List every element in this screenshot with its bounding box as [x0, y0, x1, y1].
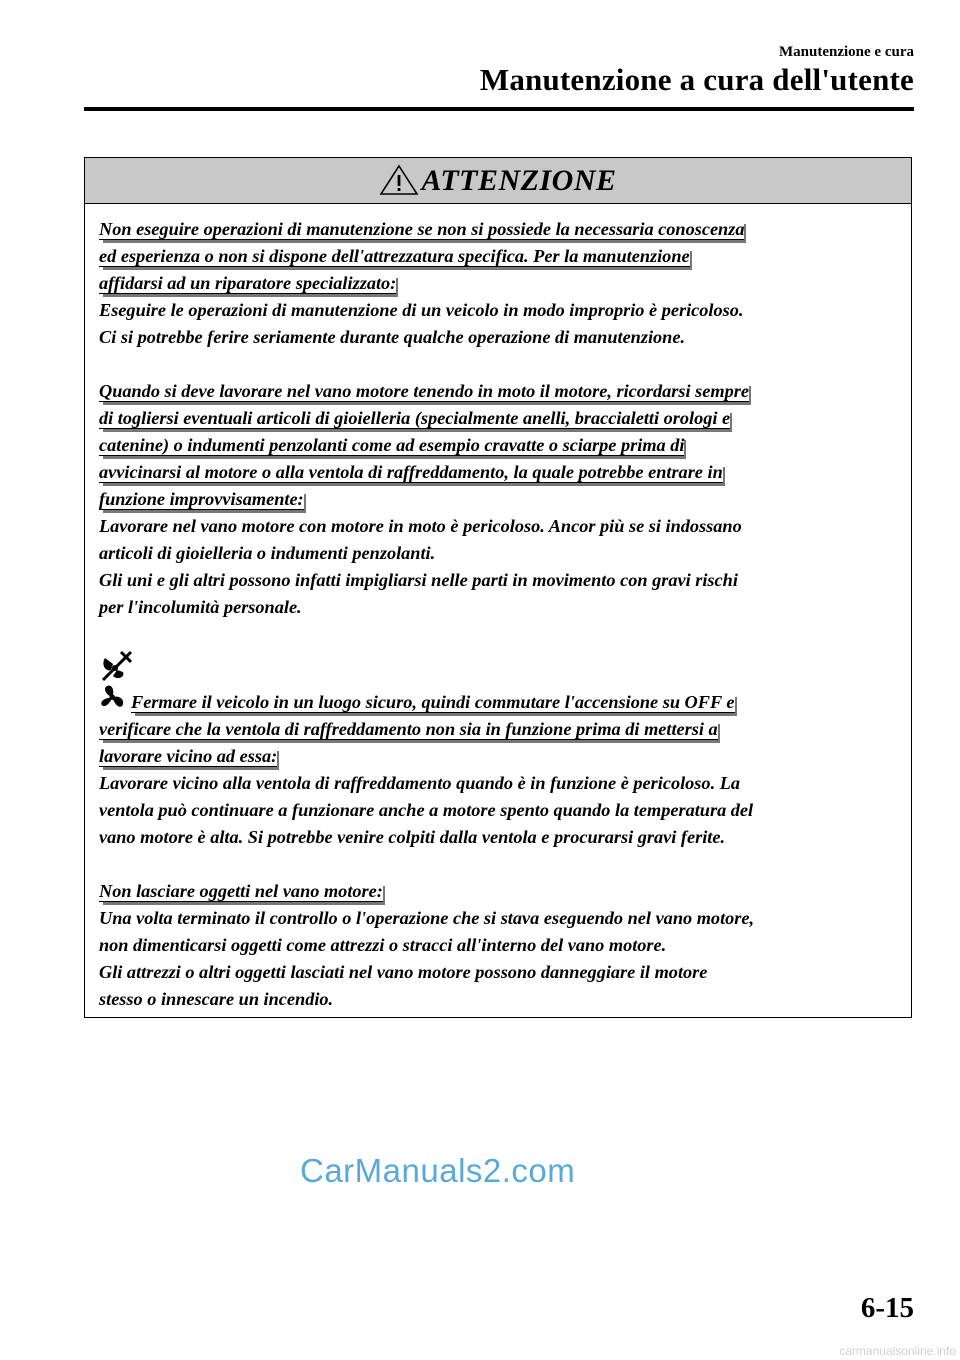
warning-line [99, 594, 897, 621]
body-text: Eseguire le operazioni di manutenzione di un veicolo in modo improprio è pericoloso. [99, 300, 744, 320]
warning-line [99, 270, 897, 297]
underlined-text: Non lasciare oggetti nel vano motore: [99, 881, 383, 901]
underlined-text: verificare che la ventola di raffreddamento non sia in funzione prima di mettersi a [99, 719, 718, 739]
section-label: Manutenzione e cura [779, 44, 914, 60]
body-text: Una volta terminato il controllo o l'operazione che si stava eseguendo nel vano motore, [99, 908, 755, 928]
warning-line [99, 405, 897, 432]
watermark-small: carmanualsonline.info [839, 1344, 956, 1358]
icon-row [99, 648, 897, 684]
warning-line [99, 770, 897, 797]
no-fan-icon [99, 648, 135, 684]
body-text: Lavorare nel vano motore con motore in moto è pericoloso. Ancor più se si indossano [99, 516, 742, 536]
warning-line [99, 486, 897, 513]
warning-line [99, 905, 897, 932]
underlined-text: affidarsi ad un riparatore specializzato: [99, 273, 397, 293]
warning-line [99, 216, 897, 243]
warning-line [99, 567, 897, 594]
warning-header [85, 158, 911, 204]
warning-line [99, 297, 897, 324]
warning-line [99, 797, 897, 824]
warning-title: ATTENZIONE [421, 163, 617, 197]
warning-triangle-icon [379, 164, 419, 196]
warning-line [99, 324, 897, 351]
body-text: vano motore è alta. Si potrebbe venire colpiti dalla ventola e procurarsi gravi ferite. [99, 827, 726, 847]
underlined-text: Quando si deve lavorare nel vano motore tenendo in moto il motore, ricordarsi sempre [99, 381, 749, 401]
body-text: Gli attrezzi o altri oggetti lasciati nel vano motore possono danneggiare il motore [99, 962, 708, 982]
body-text: stesso o innescare un incendio. [99, 989, 334, 1009]
body-text: Gli uni e gli altri possono infatti impigliarsi nelle parti in movimento con gravi rischi [99, 570, 738, 590]
underlined-text: avvicinarsi al motore o alla ventola di raffreddamento, la quale potrebbe entrare in [99, 462, 723, 482]
warning-line [99, 432, 897, 459]
warning-line [99, 378, 897, 405]
warning-line [99, 540, 897, 567]
warning-line [99, 513, 897, 540]
underlined-text: Fermare il veicolo in un luogo sicuro, quindi commutare l'accensione su OFF e [131, 692, 735, 712]
body-text: articoli di gioielleria o indumenti penzolanti. [99, 543, 436, 563]
warning-line [99, 959, 897, 986]
warning-line [99, 459, 897, 486]
page-number: 6-15 [860, 1292, 914, 1324]
underlined-text: catenine) o indumenti penzolanti come ad esempio cravatte o sciarpe prima di [99, 435, 685, 455]
underlined-text: di togliersi eventuali articoli di gioielleria (specialmente anelli, braccialetti orologi e [99, 408, 731, 428]
body-text: Ci si potrebbe ferire seriamente durante qualche operazione di manutenzione. [99, 327, 686, 347]
warning-line [99, 824, 897, 851]
body-text: per l'incolumità personale. [99, 597, 302, 617]
warning-box [84, 157, 912, 1018]
underlined-text: funzione improvvisamente: [99, 489, 304, 509]
watermark: CarManuals2.com [300, 1152, 576, 1189]
warning-line [99, 716, 897, 743]
fan-icon [99, 684, 127, 712]
body-text: ventola può continuare a funzionare anche a motore spento quando la temperatura del [99, 800, 754, 820]
page-title: Manutenzione a cura dell'utente [479, 62, 914, 97]
warning-line [99, 932, 897, 959]
underlined-text: Non eseguire operazioni di manutenzione se non si possiede la necessaria conoscenza [99, 219, 745, 239]
body-text: Lavorare vicino alla ventola di raffreddamento quando è in funzione è pericoloso. La [99, 773, 741, 793]
warning-line [99, 986, 897, 1013]
warning-line [99, 243, 897, 270]
warning-paragraph-1 [99, 216, 897, 351]
header-rule [84, 107, 914, 111]
body-text: non dimenticarsi oggetti come attrezzi o stracci all'interno del vano motore. [99, 935, 667, 955]
warning-line [99, 684, 897, 716]
underlined-text: lavorare vicino ad essa: [99, 746, 278, 766]
underlined-text: ed esperienza o non si dispone dell'attrezzatura specifica. Per la manutenzione [99, 246, 690, 266]
warning-body [85, 204, 911, 1013]
warning-line [99, 878, 897, 905]
warning-paragraph-2 [99, 378, 897, 621]
warning-paragraph-4 [99, 878, 897, 1013]
warning-paragraph-3 [99, 648, 897, 851]
warning-line [99, 743, 897, 770]
